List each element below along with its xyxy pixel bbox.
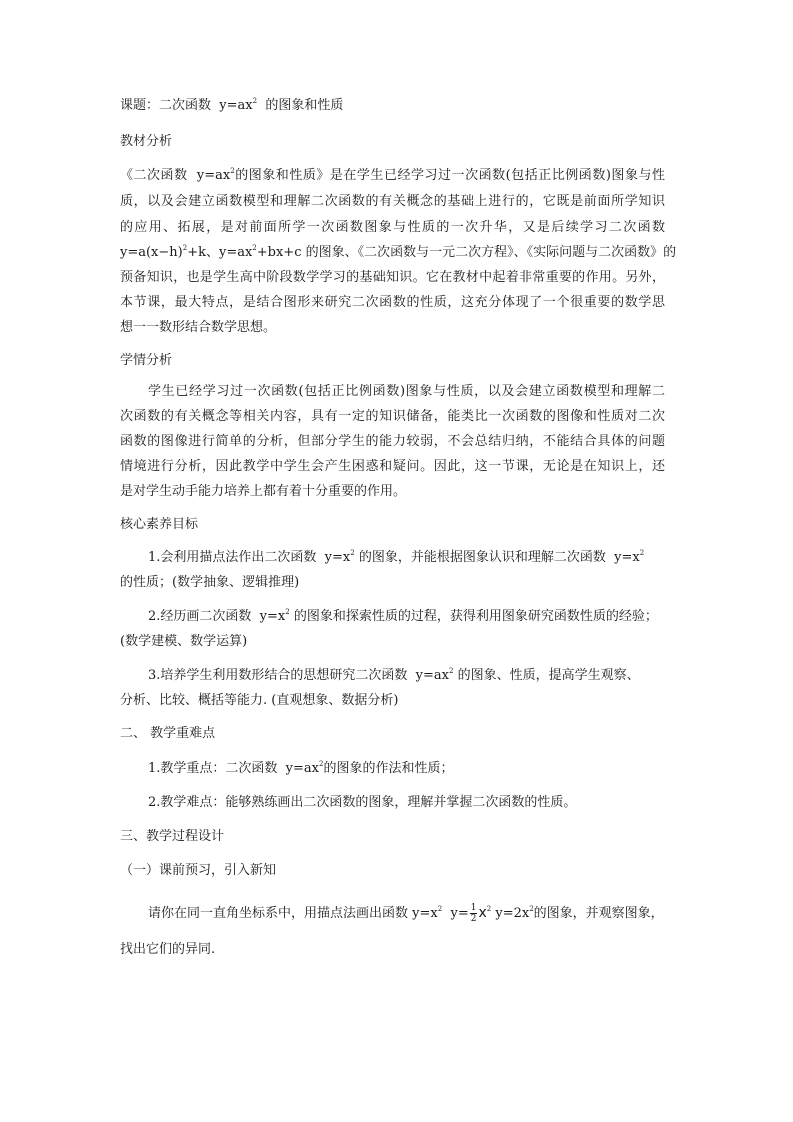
textbook-line-5: 预备知识，也是学生高中阶段数学学习的基础知识。它在教材中起着非常重要的作用。另外， <box>120 270 665 285</box>
goal-1-line-1: 1.会利用描点法作出二次函数 $y=x^2$ 的图象，并能根据图象认识和理解二次函数 $y=x^2$ <box>148 549 645 565</box>
student-line-1: 学生已经学习过一次函数(包括正比例函数)图象与性质，以及会建立函数模型和理解二 <box>148 384 665 399</box>
student-line-5: 是对学生动手能力培养上都有着十分重要的作用。 <box>120 484 407 499</box>
textbook-analysis-heading: 教材分析 <box>120 134 173 149</box>
preview-task-line-1: 请你在同一直角坐标系中，用描点法画出函数 $y=x^2$ y= $\frac{1}{2}$ $x^2$ $y=2x^2$的图象，并观察图象， <box>148 903 664 924</box>
textbook-line-2: 质，以及会建立函数模型和理解二次函数的有关概念的基础上进行的，它既是前面所学知识 <box>120 194 665 209</box>
textbook-line-6: 本节课，最大特点，是结合图形来研究二次函数的性质，这充分体现了一个很重要的数学思 <box>120 295 665 310</box>
student-line-3: 函数的图像进行简单的分析，但部分学生的能力较弱，不会总结归纳，不能结合具体的问题 <box>120 434 665 449</box>
goal-2-line-1: 2.经历画二次函数 $y=x^2$ 的图象和探索性质的过程，获得利用图象研究函数性质的经验； <box>148 608 658 624</box>
goal-3-line-1: 3.培养学生利用数形结合的思想研究二次函数 $y=ax^2$ 的图象、性质，提高学生观察、 <box>148 667 640 683</box>
lesson-title: 课题：二次函数 $y=ax^2$ 的图象和性质 <box>120 97 344 113</box>
preview-task-line-2: 找出它们的异同. <box>120 942 216 957</box>
student-line-2: 次函数的有关概念等相关内容，具有一定的知识储备，能类比一次函数的图像和性质对二次 <box>120 409 665 424</box>
textbook-line-4: $y=a(x-h)^2+k$、$y=ax^2+bx+c$ 的图象、《二次函数与一元二次方程》、《实际问题与二次函数》的 <box>120 244 677 260</box>
textbook-line-7: 想一一数形结合数学思想。 <box>120 320 277 335</box>
student-analysis-heading: 学情分析 <box>120 353 173 368</box>
goal-2-line-2: (数学建模、数学运算) <box>120 634 248 649</box>
textbook-line-1: 《二次函数 $y=ax^2$的图象和性质》是在学生已经学习过一次函数(包括正比例函数)图象与性 <box>120 167 665 183</box>
goal-3-line-2: 分析、比较、概括等能力. (直观想象、数据分析) <box>120 693 399 708</box>
one-half-fraction: $\frac{1}{2}$ <box>470 903 477 924</box>
key-points-heading: 二、 教学重难点 <box>120 726 216 741</box>
goal-1-line-2: 的性质；(数学抽象、逻辑推理) <box>120 575 300 590</box>
key-point-1: 1.教学重点：二次函数 $y=ax^2$的图象的作法和性质； <box>148 760 454 776</box>
key-point-2: 2.教学难点：能够熟练画出二次函数的图象，理解并掌握二次函数的性质。 <box>148 795 577 810</box>
preview-subheading: （一）课前预习，引入新知 <box>120 863 277 878</box>
core-goals-heading: 核心素养目标 <box>120 517 199 532</box>
process-heading: 三、教学过程设计 <box>120 829 225 844</box>
student-line-4: 情境进行分析，因此教学中学生会产生困惑和疑问。因此，这一节课，无论是在知识上，还 <box>120 459 665 474</box>
textbook-line-3: 的应用、拓展，是对前面所学一次函数图象与性质的一次升华，又是后续学习二次函数 <box>120 220 665 235</box>
